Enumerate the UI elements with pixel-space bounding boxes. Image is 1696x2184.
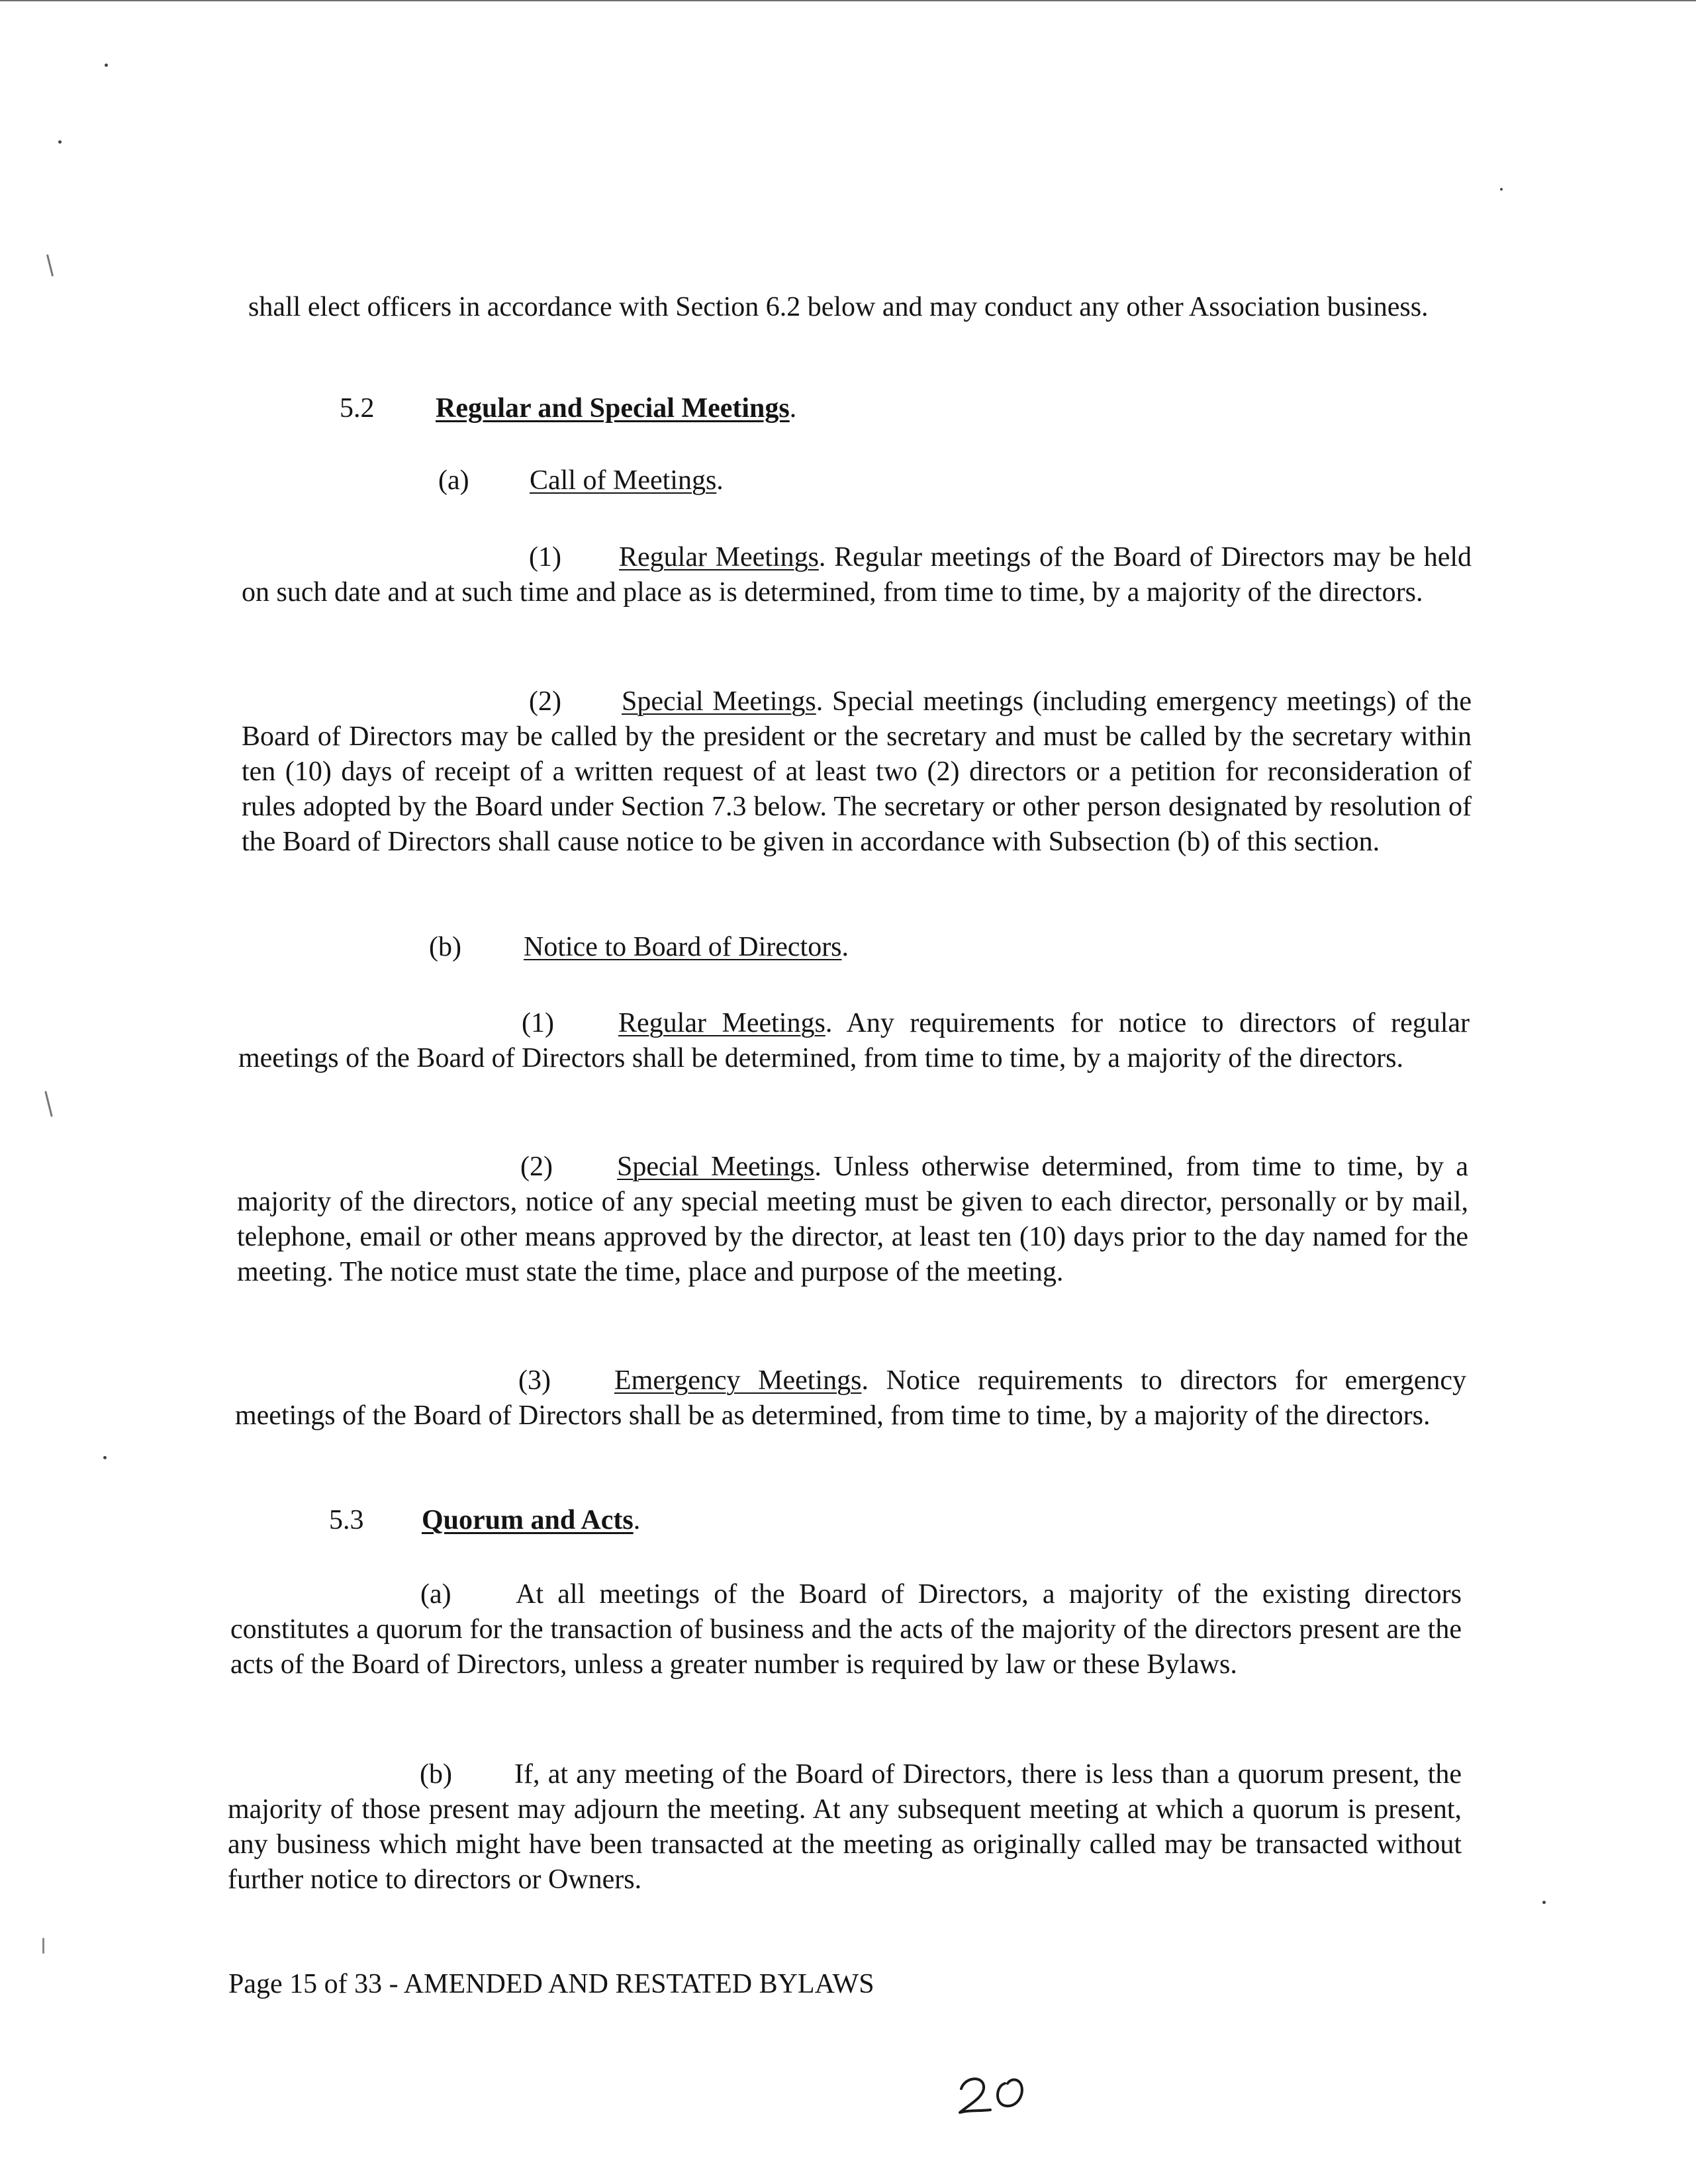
paragraph-title: Regular Meetings <box>619 542 819 572</box>
paragraph-label: (2) <box>520 1152 553 1182</box>
paragraph-a1 <box>242 540 1472 610</box>
paragraph-text: If, at any meeting of the Board of Directors, there is less than a quorum present, the majority of those present may adjourn the meeting. At any subsequent meeting at which a quorum is present, any business which might have been transacted at the meeting as originally called may be transacted without further notice to directors or Owners. <box>228 1759 1462 1895</box>
section-5-3-heading <box>329 1503 1256 1538</box>
page-footer: Page 15 of 33 - AMENDED AND RESTATED BYLAWS <box>228 1969 874 1999</box>
paragraph-text: . Any requirements for notice to directors of regular meetings of the Board of Directors shall be determined, from time to time, by a majority of the directors. <box>238 1008 1470 1073</box>
paragraph-5-3-a <box>230 1577 1462 1682</box>
subsection-title: Notice to Board of Directors <box>524 932 842 962</box>
subsection-label: (b) <box>429 932 461 962</box>
paragraph-label: (1) <box>522 1008 554 1038</box>
handwritten-page-number <box>953 2064 1059 2123</box>
section-title: Quorum and Acts <box>422 1505 634 1535</box>
paragraph-text: At all meetings of the Board of Directors, a majority of the existing directors constitutes a quorum for the transaction of business and the acts of the majority of the directors present are the acts of the Board of Directors, unless a greater number is required by law or these Bylaws. <box>230 1579 1462 1680</box>
scan-speck <box>42 1938 44 1954</box>
paragraph-text: . Notice requirements to directors for emergency meetings of the Board of Directors shall be as determined, from time to time, by a majority of the directors. <box>235 1365 1466 1431</box>
intro-paragraph <box>248 290 1473 325</box>
paragraph-label: (a) <box>420 1579 451 1610</box>
subsection-b-heading <box>429 930 1356 965</box>
subsection-a-heading <box>438 463 1365 498</box>
paragraph-label: (1) <box>529 542 561 572</box>
paragraph-label: (2) <box>529 686 561 717</box>
section-title-period: . <box>789 393 797 424</box>
scan-speck <box>1542 1901 1546 1904</box>
paragraph-title: Special Meetings <box>622 686 816 717</box>
paragraph-b2 <box>237 1150 1468 1290</box>
subsection-title-period: . <box>716 465 724 496</box>
scan-speck <box>44 1091 53 1117</box>
section-title: Regular and Special Meetings <box>436 393 790 424</box>
paragraph-text: . Regular meetings of the Board of Directors may be held on such date and at such time and place as is determined, from time to time, by a majority of the directors. <box>242 542 1472 608</box>
paragraph-label: (3) <box>518 1365 551 1396</box>
paragraph-label: (b) <box>420 1759 452 1790</box>
scan-speck <box>105 64 108 67</box>
intro-text: shall elect officers in accordance with Section 6.2 below and may conduct any other Association business. <box>248 292 1429 322</box>
section-number: 5.2 <box>340 393 375 424</box>
paragraph-b1 <box>238 1006 1470 1076</box>
paragraph-b3 <box>235 1363 1466 1433</box>
subsection-label: (a) <box>438 465 469 496</box>
scan-speck <box>46 254 54 277</box>
subsection-title: Call of Meetings <box>530 465 717 496</box>
section-5-2-heading <box>340 391 1266 426</box>
paragraph-title: Special Meetings <box>617 1152 815 1182</box>
paragraph-text: . Special meetings (including emergency meetings) of the Board of Directors may be called by the president or the secretary and must be called by the secretary within ten (10) days of receipt of a written request of at least two (2) directors or a petition for reconsideration of rules adopted by the Board under Section 7.3 below. The secretary or other person designated by resolution of the Board of Directors shall cause notice to be given in accordance with Subsection (b) of this section. <box>242 686 1472 857</box>
scan-speck <box>1500 188 1503 191</box>
scan-speck <box>103 1456 107 1459</box>
paragraph-text: . Unless otherwise determined, from time to time, by a majority of the directors, notice of any special meeting must be given to each director, personally or by mail, telephone, email or other means approved by the director, at least ten (10) days prior to the day named for the meeting. The notice must state the time, place and purpose of the meeting. <box>237 1152 1468 1287</box>
scan-edge-line <box>0 0 1696 1</box>
section-title-period: . <box>633 1505 641 1535</box>
paragraph-5-3-b <box>228 1757 1462 1897</box>
paragraph-title: Emergency Meetings <box>614 1365 862 1396</box>
scan-speck <box>58 140 62 144</box>
section-number: 5.3 <box>329 1505 364 1535</box>
subsection-title-period: . <box>841 932 849 962</box>
paragraph-title: Regular Meetings <box>618 1008 825 1038</box>
paragraph-a2 <box>242 684 1472 860</box>
